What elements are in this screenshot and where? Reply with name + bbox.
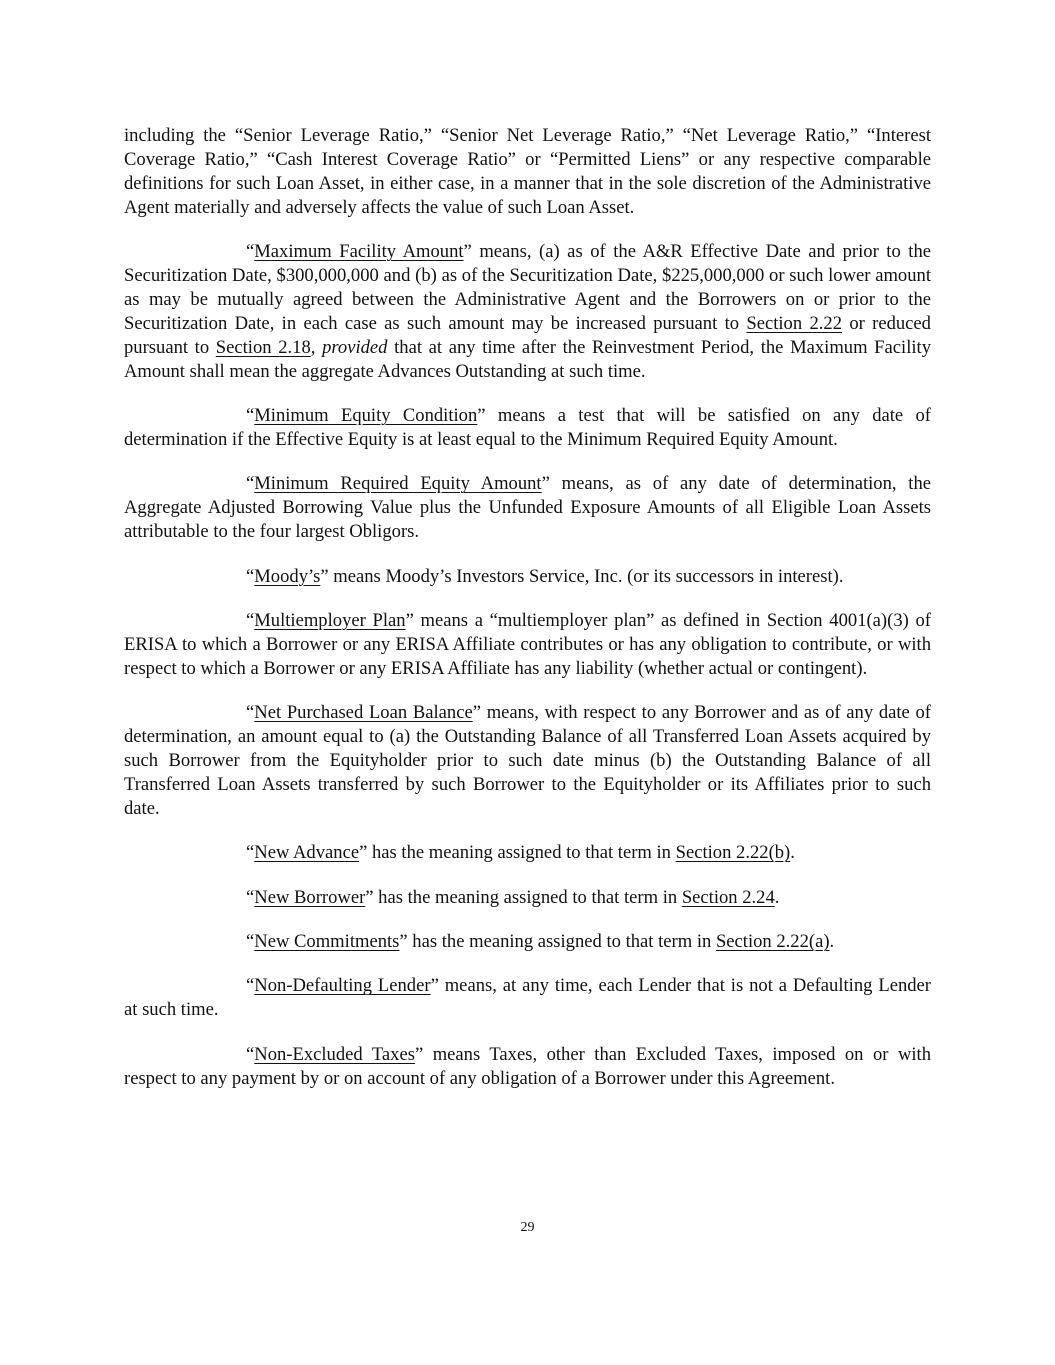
- section-reference: Section 2.22(a): [715, 931, 830, 953]
- text-run: “: [246, 241, 255, 263]
- text-run: “: [246, 565, 255, 587]
- continued-definition-paragraph: [124, 124, 931, 220]
- defined-term: New Advance: [254, 842, 360, 864]
- text-run: .: [829, 931, 835, 953]
- defined-term: Minimum Required Equity Amount: [254, 473, 542, 495]
- defined-term: Multiemployer Plan: [254, 610, 406, 631]
- definition-paragraph: [124, 841, 931, 865]
- defined-term: New Borrower: [254, 886, 366, 908]
- text-run: “: [246, 842, 255, 864]
- text-run: ” means, at any time, each Lender that is not a Defaulting Lender at such time.: [124, 975, 932, 1021]
- definition-paragraph: [124, 240, 931, 383]
- document-body: [124, 124, 931, 1111]
- text-run: .: [774, 886, 780, 908]
- italic-text: provided: [322, 336, 388, 358]
- text-run: “: [246, 405, 255, 427]
- definition-paragraph: [124, 1043, 931, 1091]
- text-run: ,: [310, 336, 323, 358]
- defined-term: Net Purchased Loan Balance: [254, 702, 473, 724]
- text-run: ” has the meaning assigned to that term in: [399, 931, 716, 953]
- section-reference: Section 2.24: [681, 886, 775, 908]
- section-reference: Section 2.22: [746, 312, 842, 334]
- section-reference: Section 2.18: [215, 336, 311, 358]
- defined-term: New Commitments: [254, 931, 400, 953]
- definition-paragraph: [124, 609, 931, 681]
- definition-paragraph: [124, 930, 931, 954]
- text-run: ” means, as of any date of determination, the Aggregate Adjusted Borrowing Value plus the Unfunded Exposure Amounts of all Eligible Loan Assets attributable to the four largest Obligors.: [124, 473, 931, 543]
- text-run: ” means Moody’s Investors Service, Inc. (or its successors in interest).: [320, 565, 844, 587]
- text-run: ” has the meaning assigned to that term in: [359, 842, 676, 864]
- text-run: ” has the meaning assigned to that term in: [365, 886, 682, 908]
- text-run: “: [246, 975, 255, 997]
- definition-paragraph: [124, 472, 931, 544]
- definition-paragraph: [124, 565, 931, 589]
- defined-term: Non-Excluded Taxes: [254, 1043, 415, 1065]
- text-run: .: [790, 842, 795, 864]
- text-run: or reduced pursuant to: [124, 312, 931, 358]
- defined-term: Non-Defaulting Lender: [254, 975, 431, 997]
- text-run: including the “Senior Leverage Ratio,” “Senior Net Leverage Ratio,” “Net Leverage Ratio,” “Interest Coverage Ratio,” “Cash Interest Coverage Ratio” or “Permitted Liens” or any respective comparable definitions for such Loan Asset, in either case, in a manner that in the sole discretion of the Administrative Agent materially and adversely affects the value of such Loan Asset.: [124, 125, 931, 218]
- defined-term: Minimum Equity Condition: [254, 405, 478, 427]
- text-run: ” means, (a) as of the A&R Effective Date and prior to the Securitization Date, $300,000,000 and (b) as of the Securitization Date, $225,000,000 or such lower amount as may be mutually agreed between the Administrative Agent and the Borrowers on or prior to the Securitization Date, in each case as such amount may be increased pursuant to: [124, 241, 932, 334]
- text-run: ” means Taxes, other than Excluded Taxes, imposed on or with respect to any payment by or on account of any obligation of a Borrower under this Agreement.: [124, 1043, 932, 1089]
- defined-term: Moody’s: [254, 565, 321, 587]
- text-run: “: [246, 610, 255, 631]
- defined-term: Maximum Facility Amount: [254, 241, 464, 263]
- text-run: that at any time after the Reinvestment Period, the Maximum Facility Amount shall mean the aggregate Advances Outstanding at such time.: [124, 336, 931, 382]
- definition-paragraph: [124, 404, 931, 452]
- text-run: ” means a “multiemployer plan” as defined in Section 4001(a)(3) of ERISA to which a Borrower or any ERISA Affiliate contributes or has any obligation to contribute, or with respect to which a Borrower or any ERISA Affiliate has any liability (whether actual or contingent).: [124, 610, 931, 679]
- text-run: “: [246, 1043, 255, 1065]
- text-run: ” means, with respect to any Borrower and as of any date of determination, an amount equal to (a) the Outstanding Balance of all Transferred Loan Assets acquired by such Borrower from the Equityholder prior to such date minus (b) the Outstanding Balance of all Transferred Loan Assets transferred by such Borrower to the Equityholder or its Affiliates prior to such date.: [124, 702, 931, 819]
- page-number: 29: [520, 1220, 535, 1235]
- text-run: “: [246, 473, 255, 495]
- text-run: “: [246, 702, 255, 724]
- definition-paragraph: [124, 974, 931, 1022]
- text-run: “: [246, 886, 255, 908]
- definition-paragraph: [124, 701, 931, 821]
- section-reference: Section 2.22(b): [675, 842, 791, 864]
- definition-paragraph: [124, 886, 931, 910]
- text-run: ” means a test that will be satisfied on any date of determination if the Effective Equity is at least equal to the Minimum Required Equity Amount.: [124, 405, 931, 450]
- text-run: “: [246, 931, 255, 953]
